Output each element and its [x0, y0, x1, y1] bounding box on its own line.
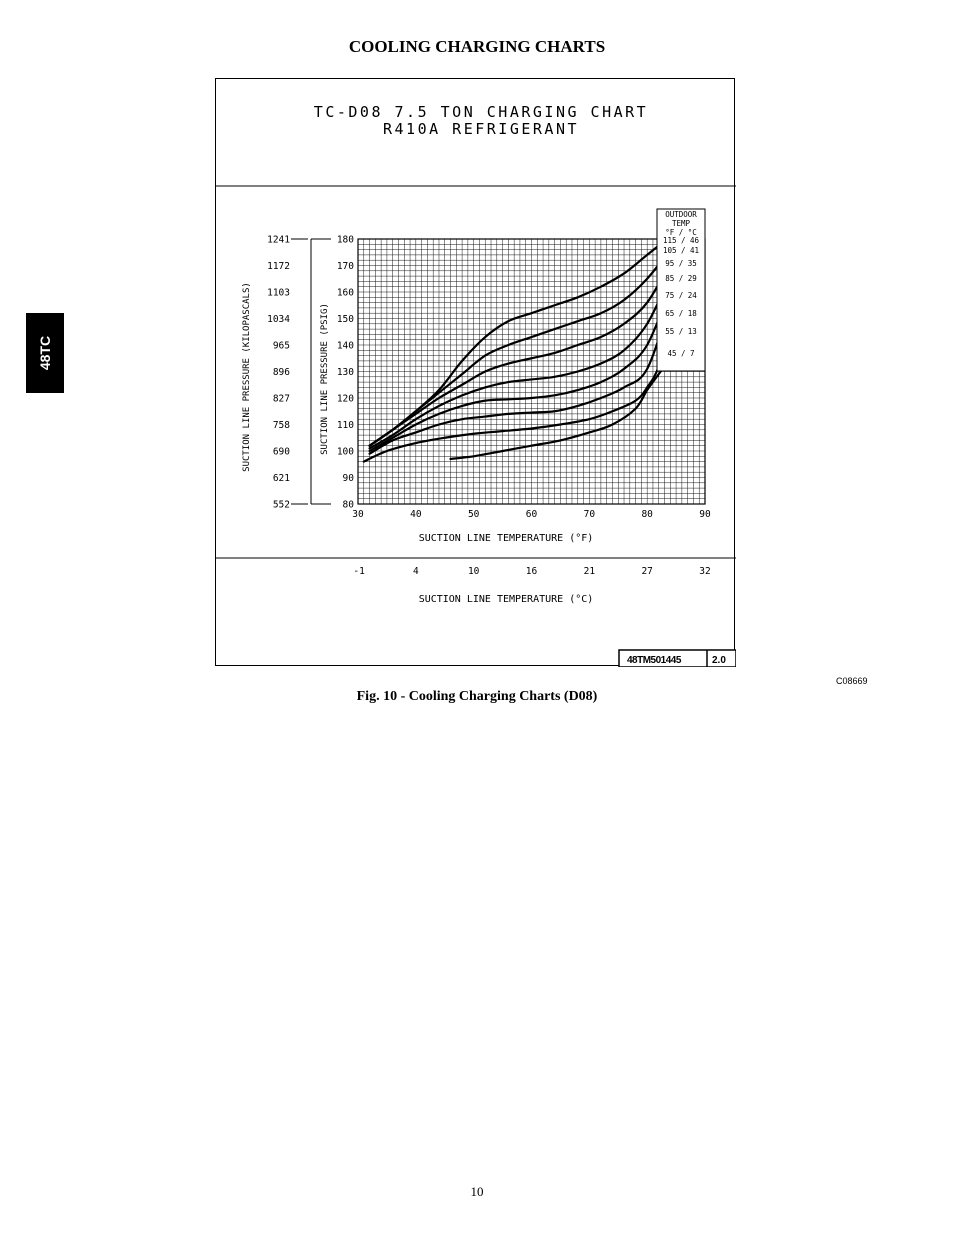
- celsius-tick-label: 4: [412, 566, 419, 577]
- celsius-tick-label: 10: [467, 566, 480, 577]
- doc-number: 48TM501445: [627, 655, 681, 666]
- y-axis-label-kpa: SUCTION LINE PRESSURE (KILOPASCALS): [242, 282, 252, 472]
- kpa-tick-label: 1241: [267, 234, 290, 246]
- y-tick-label: 140: [336, 340, 354, 352]
- figure-code: C08669: [836, 676, 868, 686]
- x-tick-label: 70: [583, 509, 596, 520]
- y-tick-label: 180: [336, 234, 354, 246]
- kpa-tick-label: 1034: [267, 314, 290, 325]
- legend-entry: 105 / 41: [662, 246, 700, 255]
- kpa-tick-label: 1103: [267, 287, 290, 299]
- doc-revision: 2.0: [712, 655, 726, 666]
- y-tick-label: 120: [336, 393, 354, 405]
- kpa-tick-label: 690: [272, 446, 290, 458]
- charging-chart: [215, 78, 735, 666]
- y-tick-label: 130: [336, 367, 354, 378]
- section-tab-label: 48TC: [37, 335, 53, 371]
- doc-number-box: [619, 650, 736, 667]
- x-tick-label: 50: [467, 509, 480, 520]
- y-axis-label-psig: SUCTION LINE PRESSURE (PSIG): [320, 303, 330, 455]
- legend-entry: 65 / 18: [665, 309, 697, 318]
- x-tick-label: 60: [525, 509, 538, 520]
- grid: [358, 239, 705, 504]
- celsius-tick-label: 21: [583, 566, 596, 577]
- x-tick-label: 30: [352, 509, 364, 520]
- kpa-tick-label: 552: [272, 499, 290, 511]
- page-number: 10: [470, 1184, 484, 1199]
- legend-entry: 85 / 29: [665, 274, 697, 283]
- legend-entry: 115 / 46: [662, 236, 700, 245]
- celsius-tick-label: 16: [525, 566, 538, 577]
- legend-entry: 55 / 13: [665, 327, 697, 336]
- x-tick-label: 80: [641, 509, 653, 520]
- section-tab: [26, 313, 64, 393]
- y-tick-label: 170: [336, 261, 354, 272]
- kpa-tick-label: 758: [272, 420, 290, 431]
- legend-title-line-1: OUTDOOR: [665, 210, 697, 219]
- chart-subtitle: R410A REFRIGERANT: [382, 120, 580, 138]
- legend-entry: 45 / 7: [667, 349, 695, 358]
- y-tick-label: 90: [342, 473, 354, 484]
- kpa-tick-label: 621: [272, 473, 290, 484]
- y-tick-label: 150: [336, 314, 354, 325]
- x-tick-label: 40: [410, 509, 422, 520]
- kpa-tick-label: 827: [272, 393, 290, 405]
- legend-entry: 75 / 24: [665, 291, 697, 300]
- legend-title-line-2: TEMP: [671, 219, 691, 228]
- kpa-tick-label: 1172: [267, 261, 290, 272]
- y-tick-label: 100: [336, 446, 354, 458]
- figure-caption: Fig. 10 - Cooling Charging Charts (D08): [356, 689, 598, 704]
- kpa-tick-label: 965: [272, 340, 290, 352]
- legend: [657, 209, 705, 371]
- x-axis-label-c: SUCTION LINE TEMPERATURE (°C): [418, 594, 594, 605]
- kpa-tick-label: 896: [272, 367, 290, 378]
- grid-lines: [358, 239, 705, 504]
- x-tick-label: 90: [699, 509, 711, 520]
- celsius-tick-label: 32: [699, 566, 711, 577]
- celsius-tick-label: -1: [353, 566, 365, 577]
- chart-title: TC-D08 7.5 TON CHARGING CHART: [313, 103, 649, 121]
- y-tick-label: 110: [336, 420, 354, 431]
- series-line-55: [364, 319, 671, 462]
- celsius-tick-label: 27: [641, 566, 653, 577]
- legend-entry: 95 / 35: [665, 259, 697, 268]
- y-tick-label: 80: [342, 499, 354, 511]
- y-tick-label: 160: [336, 287, 354, 299]
- charging-chart-svg: [216, 79, 736, 667]
- page-heading: COOLING CHARGING CHARTS: [348, 37, 606, 56]
- series-lines: [364, 236, 671, 461]
- x-axis-label-f: SUCTION LINE TEMPERATURE (°F): [418, 533, 594, 544]
- axes: [267, 235, 711, 578]
- legend-title-line-3: °F / °C: [665, 228, 697, 237]
